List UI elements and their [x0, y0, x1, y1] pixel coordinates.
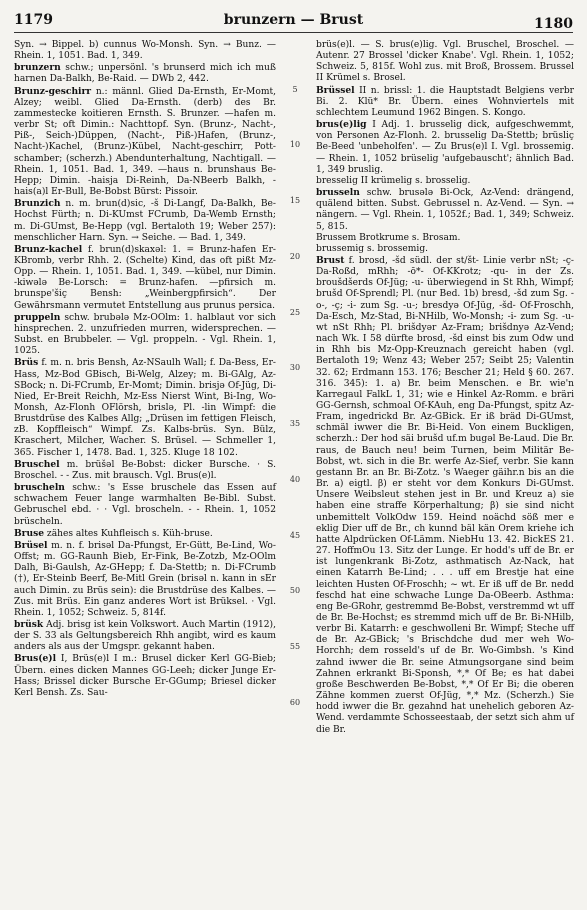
entry-lemma: Bruse — [14, 527, 44, 539]
entry-text: f. brun(d)skaxəl: 1. = Brunz-hafen Er-KBromb, verbr Rhh. 2. (Schelte) Kind, das oft pißt Mz-Opp. — Rhein. 1, 1051. Bad. 1, 349. —kübel, nur Dimin. -kiwələ Be-Lorsch: = Brunz-hafen. —pfirsich m. brunspe'šiç Bensh: „Weinbergpfirsich“. Der Gewährsmann vermutet Entstellung aus prunus persica. — [14, 244, 276, 311]
line-number: 5 — [292, 84, 298, 94]
dictionary-entry — [14, 528, 276, 540]
dictionary-entry — [14, 62, 276, 85]
entry-text: brüs(e)l. — S. brus(e)lig. Vgl. Bruschel, Broschel. — Autenr. 27 Brossel 'dicker Knabe'. Vgl. Rhein. 1, 1052; Schweiz. 5, 815f. Wohl zus. mit Broß, Brossem. Brussel II Krümel s. Brosel. — [316, 40, 574, 84]
dictionary-entry — [316, 233, 574, 244]
line-number: 55 — [289, 642, 301, 652]
entry-lemma: Brüssel — [316, 84, 355, 96]
left-column — [14, 40, 276, 699]
entry-lemma: brus(e)lig — [316, 119, 367, 131]
entry-lemma: Brunz-geschirr — [14, 85, 92, 97]
page-number-right: 1180 — [534, 16, 573, 32]
line-number: 60 — [289, 697, 301, 707]
entry-lemma: Brüs — [14, 357, 39, 369]
entry-lemma: Brus(e)l — [14, 653, 57, 665]
dictionary-entry — [14, 619, 276, 653]
dictionary-entry — [14, 540, 276, 619]
header-rule — [14, 32, 573, 33]
line-number: 10 — [289, 140, 301, 150]
line-number: 20 — [289, 251, 301, 261]
running-title: brunzern — Brust — [223, 12, 364, 28]
line-number: 50 — [289, 586, 301, 596]
entry-text: II n. brissl: 1. die Hauptstadt Belgiens verbr Bi. 2. Klü* Br. Übern. eines Wohnviertels mit schlechtem Leumund 1962 Bingen. S. Kongo. — [316, 85, 574, 118]
dictionary-entry — [316, 176, 574, 187]
dictionary-entry — [316, 187, 574, 233]
dictionary-entry — [316, 244, 574, 255]
entry-text: schw.: 's Esse bruschele das Essen auf schwachem Feuer lange warmhalten Be-Bibl. Subst. Gebruschel ebd. · · Vgl. broscheln. - - Rhein. 1, 1052 brüscheln. — [14, 483, 276, 527]
dictionary-entry — [316, 119, 574, 176]
line-number: 35 — [289, 419, 301, 429]
page-header — [14, 10, 573, 32]
entry-lemma: bruscheln — [14, 482, 65, 494]
page-number-left: 1179 — [14, 12, 53, 28]
entry-text: m. brüšəl Be-Bobst: dicker Bursche. · S. Broschel. - - Zus. mit brausch. Vgl. Brus(e)l. — [14, 459, 276, 481]
entry-lemma: pruppeln — [14, 311, 61, 323]
entry-text: m. n. f. brisəl Da-Pfungst, Er-Gütt, Be-Lind, Wo-Offst; m. GG-Raunh Bieb, Er-Fink, Be-Zotzb, Mz-OOlm Dalh, Bi-Gaulsh, Az-GHepp; f. Da-Stettb; n. Di-FCrumb (†), Er-Steinb Beerf, Be-Mitl Grein (brisəl n. kann in sEr auch Dimin. zu Brüs sein): die Brustdrüse des Kalbes. — Zus. mit Brüs. Ein ganz anderes Wort ist Brüksel. · Vgl. Rhein. 1, 1052; Schweiz. 5, 814f. — [14, 540, 276, 618]
entry-text: schw. brusələ Bi-Ock, Az-Vend: drängend, quälend bitten. Subst. Gebrussel n. Az-Vend. — Syn. → nängern. — Vgl. Rhein. 1, 1052f.; Bad. 1, 349; Schweiz. 5, 815. — [316, 188, 574, 232]
dictionary-entry — [14, 244, 276, 312]
entry-text: n. m. brun(d)sic, -š Di-Langf, Da-Balkh, Be-Hochst Fürth; n. Di-KUmst FCrumb, Da-Wemb Ernsth; m. Di-GUmst, Be-Hepp (vgl. Bertaloth 19; Weber 257): menschlicher Harn. Syn. → Seiche. — Bad. 1, 349. — [14, 199, 276, 243]
entry-text: f. brosd, -šd südl. der st/št- Linie verbr nSt; -ç- Da-Roßd, mRhh; -ō*- Of-KKrotz; -qu- in der Zs. broušdšerds Of-Jüg; -u- überwiegend in St Rhh, Wimpf; brušd Of-Sprendl; Pl. (nur Bed. 1b) bresd, -šd zum Sg. -o-, -ç; -i- zum Sg. -u-; bresdyə Of-Jüg, -šd- Of-Froschh, Da-Esch, Mz-Stad, Bi-NHilb, Wo-Monsh; -i- zum Sg. -u- wt nSt Rhh; Pl. brišdyər Az-Fram; brišdnyə Az-Vend; nach Wk. I 58 dürfte brosd, -šd einst bis zum Odw und in Rhh bis Mz-Opp-Kreuznach gereicht haben (vgl. Bertaloth 19; Wenz 43; Weber 257; Seibt 25; Valentin 32. 62; Erdmann 153. 176; Bescher 21; Held § 60. 267. 316. 345): 1. a) Br. beim Menschen. e Br. wie'n Karregaul FalkL 1, 31; wie e Hinkel Az-Romm. e bräri GG-Gernsh, schmoal Of-KAuh, eng Da-Pfungst, spitz Az-Fram, ingedrickd Br. Az-GBick. Er iß bräd Di-GUmst, schmäl iwwer die Br. Bi-Heid. Von einem Buckligen, scherzh.: Der hod säi brušd uf.m bugəl Be-Laud. Die Br. raus, de Bauch neu! beim Turnen, beim Militär Be-Bobst, wt. sich in die Br. werfe Az-Sief, verbr. Sie kann gestann Br. an Br. Bi-Zotz. 's Waeger gäihr.n bis an die Br. a) eigtl. β) er steht vor dem Konkurs Di-GUmst. Unsere Weibsleut stehen jest in Br. und Kreuz a) sie haben eine straffe Körperhaltung; β) sie sind nicht unbemittelt VolkOdw 159. Heind noächd söß mer e eklig Dier uff de Br., ch kunnd bäl kän Orem kriehe ich hatte Alpdrücken Of-Lämm. NiebHu 13. 42. BickES 21. 27. HoffmOu 13. Sitz der Lunge. Er hodd's uff de Br. er ist lungenkrank Bi-Zotz, asthmatisch Az-Nack, hat einen Katarrh Be-Lind; . . . uff em Brestje hat eine leichten Husten Of-Froschh; ~ wt. Er iß uff de Br. nedd feschd hat eine schwache Lunge Da-OBeerb. Asthma: eng Be-GRohr, gestremmd Be-Bobst, verstremmd wt uff de Br. Be-Hochst; es stremmd mich uff de Br. Bi-NHilb, verbr Bi. Katarrh: e geschwolleni Br. Wimpf; Steche uff de Br. Az-GBick; 's Brischdche dud mer weh Wo-Horchh; dem rosseld's uf de Br. Wo-Gimbsh. 's Kind zahnd iwwer die Br. seine Atmungsorgane sind beim Zahnen erkrankt Bi-Sponsh, *,* Of Be; es hat dabei große Beschwerden Be-Bobst, *,* Of Er Bi; die oberen Zähne kommen zuerst Of-Jüg, *,* Mz. (Scherzh.) Sie hodd iwwer die Br. gezahnd hat unehelich geboren Az-Wend. verdammte Schosseestaab, der setzt sich ahm uf die Br. — [316, 255, 574, 735]
entry-lemma: Brunzich — [14, 198, 61, 210]
entry-text: n.: männl. Glied Da-Ernsth, Er-Momt, Alzey; weibl. Glied Da-Ernsth. (derb) des Br. zammestecke koitieren Ernsth. S. Brunzer. —hafen m. verbr St; oft Dimin.: Nachttopf. Syn. (Brunz-, Nacht-, Piß-, Seich-)Düppen, (Nacht-, Piß-)Hafen, (Brunz-, Nacht-)Kachel, (Brunz-)Kübel, Nacht-geschirr, Pott-schamber; (scherzh.) Abendunterhaltung, Nachtigall. — Rhein. 1, 1051. Bad. 1, 349. —haus n. brunshaus Be-Hepp; Dimin. -haisja Di-Reinh, Da-NBeerb Balkh, -hais(a)l Er-Bull, Be-Bobst Bürst: Pissoir. — [14, 86, 276, 198]
entry-text: schw. brubələ Mz-OOlm: 1. halblaut vor sich hinsprechen. 2. unzufrieden murren, widersprechen. — Subst. en Brubbeler. — Vgl. proppeln. - Vgl. Rhein. 1, 1025. — [14, 312, 276, 357]
dictionary-entry — [14, 312, 276, 358]
right-column — [316, 40, 574, 736]
entry-text: I Adj. 1. brusselig dick, aufgeschwemmt, von Personen Az-Flonh. 2. brusselig Da-Stettb; brüsliç Be-Beed 'unbeholfen'. — Zu Brus(e)l I. Vgl. brossemig. — Rhein. 1, 1052 brüselig 'aufgebauscht'; ähnlich Bad. 1, 349 bruslig. — [316, 120, 574, 175]
dictionary-entry — [316, 255, 574, 736]
entry-text: Syn. → Bippel. b) cunnus Wo-Monsh. Syn. → Bunz. — Rhein. 1, 1051. Bad. 1, 349. — [14, 40, 276, 62]
line-number: 30 — [289, 363, 301, 373]
entry-lemma: Bruschel — [14, 458, 60, 470]
dictionary-entry — [14, 482, 276, 528]
dictionary-entry — [14, 86, 276, 199]
dictionary-entry — [14, 40, 276, 62]
line-number: 25 — [289, 307, 301, 317]
dictionary-entry — [316, 85, 574, 119]
entry-lemma: brunzern — [14, 62, 61, 74]
entry-text: Adj. brisg ist kein Volkswort. Auch Martin (1912), der S. 33 als Geltungsbereich Rhh angibt, wird es kaum anders als aus der Umgspr. gekannt haben. — [14, 619, 276, 653]
entry-lemma: Brunz-kachel — [14, 243, 83, 255]
line-number: 15 — [289, 196, 301, 206]
dictionary-entry — [316, 40, 574, 85]
entry-text: f. m. n. bris Bensh, Az-NSaulh Wall; f. Da-Bess, Er-Hass, Mz-Bod GBisch, Bi-Welg, Alzey; m. Bi-GAlg, Az-SBock; n. Di-FCrumb, Er-Momt; Dimin. brisjə Of-Jüg, Di-Nied, Er-Breit Reichh, Mz-Ess Nierst Wint, Bi-Ing, Wo-Monsh, Az-Flonh OFlörsh, brislə, Pl. -lin Wimpf: die Brustdrüse des Kalbes Allg; „Drüsen im fettigen Fleisch, zB. Kopffleisch“ Wimpf. Zs. Kalbs-brüs. Syn. Bülz, Kraschert, Milcher, Wacher. S. Brüsel. — Schmeller 1, 365. Fischer 1, 1478. Bad. 1, 325. Kluge 18 102. — [14, 358, 276, 458]
entry-text: bresselig II krümelig s. brosselig. — [316, 175, 471, 186]
entry-text: Brussem Brotkrume s. Brosam. — [316, 232, 461, 243]
entry-text: brussemig s. brossemig. — [316, 243, 429, 254]
entry-lemma: Brüsel — [14, 539, 48, 551]
entry-text: zähes altes Kuhfleisch s. Küh-bruse. — [46, 528, 213, 539]
entry-lemma: brusseln — [316, 187, 360, 199]
dictionary-entry — [14, 459, 276, 482]
dictionary-entry — [14, 357, 276, 458]
line-number: 40 — [289, 474, 301, 484]
dictionary-entry — [14, 198, 276, 244]
dictionary-entry — [14, 653, 276, 699]
entry-lemma: Brust — [316, 254, 345, 266]
entry-text: schw.; unpersönl. 's brunserd mich ich muß harnen Da-Balkh, Be-Raid. — DWb 2, 442. — [14, 63, 276, 85]
entry-text: I, Brüs(e)l I m.: Brusel dicker Kerl GG-Bieb; Übern. eines dicken Mannes GG-Leeh; dicker Junge Er-Hass; Brissel dicker Bursche Er-GGump; Briesel dicker Kerl Bensh. Zs. Sau- — [14, 654, 276, 698]
entry-lemma: brüsk — [14, 618, 44, 630]
line-number: 45 — [289, 530, 301, 540]
